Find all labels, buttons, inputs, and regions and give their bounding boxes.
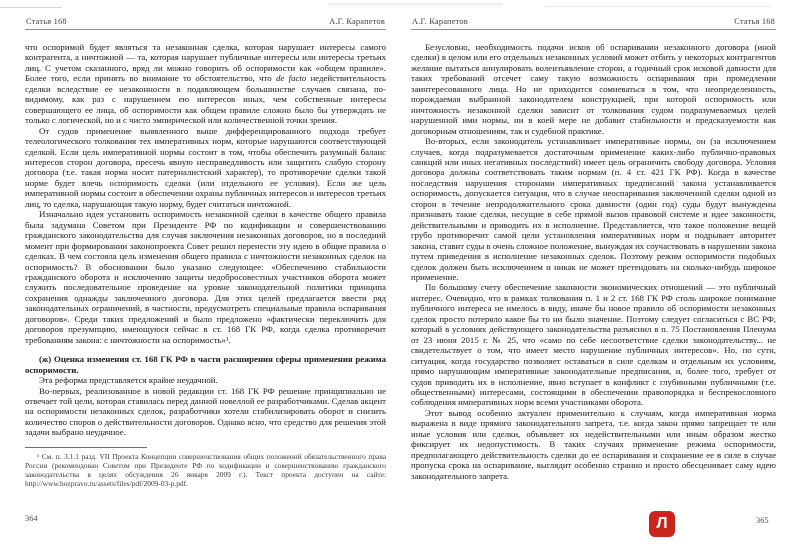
labirint-logo-letter: Л xyxy=(656,515,668,532)
paragraph: От судов применение выявленного выше дифференцированного подхода требует телеологического толкования тех императивных норм, которые нарушаются соответствующей сделкой. Если цель императивной нормы состоит в том, чтобы обеспечить разумный баланс интересов сторон договора, пресечь явную несправедливость или защитить слабую сторону договора (т.е. такая норма носит патерналистский характер), то противоречие сделки такой норме будет влечь оспоримость сделки (или отдельного ее условия). Если же цель императивной нормы состоит в обеспечении охраны публичных интересов и интересов третьих лиц, то сделка, нарушающая такую норму, будет считаться ничтожной. xyxy=(25,125,386,209)
paragraph: что оспоримой будет являться та незаконная сделка, которая нарушает интересы самого контрагента, а ничтожной — та, которая нарушает публичные интересы или интересы третьих лиц. С учетом сказанного, вряд ли можно говорить об оспоримости как «общем правиле». Более того, если принять во внимание то обстоятельство, что de facto недействительность сделки вследствие ее незаконности в подавляющем большинстве случаев связана, по-видимому, как раз с нарушением ею интересов иных, чем собственные интересы совершающего ее лица, об оспоримости как общем правиле сложно было бы утверждать не только с логической, но и с чисто эмпирической или количественной точки зрения. xyxy=(25,42,386,126)
paragraph: Эта реформа представляется крайне неудачной. xyxy=(39,375,218,386)
left-page-header xyxy=(25,17,386,30)
paragraph: Безусловно, необходимость подачи исков об оспаривании незаконного договора (иной сделки) в целом или его отдельных незаконных условий может отбить у некоторых контрагентов желание пытаться аннулировать волеизъявление сторон, а годичный срок исковой давности для таких требований отсечет саму такую возможность оспаривания при промедлении заинтересованного лица. Но не приходится сомневаться в том, что неопределенность, порождаемая выбранной законодателем конструкцией, при которой оспоримость или ничтожность незаконной сделки зависит от толкования судом подразумеваемых целей нарушенной ими нормы, ни в коей мере не добавит стабильности и предсказуемости как договорным отношениям, так и судебной практике. xyxy=(411,42,776,136)
left-page xyxy=(25,17,386,489)
right-page xyxy=(411,17,776,481)
page-number-right: 365 xyxy=(756,516,769,525)
running-title-author: А.Г. Карапетов xyxy=(412,17,468,26)
footnote-rule xyxy=(25,447,147,448)
right-page-header xyxy=(411,17,776,30)
right-page-body xyxy=(411,42,776,481)
running-title-author: А.Г. Карапетов xyxy=(329,17,385,26)
paragraph: Этот вывод особенно актуален применительно к случаям, когда императивная норма выражена в виде прямого законодательного запрета, т.е. когда закон прямо запрещает те или иные условия или сделки, объявляет их недействительными или иным образом жестко фиксирует их недопустимость. В таких случаях применение режима оспоримости, предполагающего действительность сделки до ее оспаривания и сохранение ее в силе в случае пропуска срока на оспаривание, выглядит особенно странно и просто обесценивает саму идею законодательного запрета. xyxy=(411,407,776,481)
labirint-logo xyxy=(649,511,675,537)
paragraph: (ж) Оценка изменения ст. 168 ГК РФ в части расширения сферы применения режима оспоримости. xyxy=(25,354,386,375)
paragraph: Изначально идея установить оспоримость незаконной сделки в качестве общего правила была задумана Советом при Президенте РФ по кодификации и совершенствованию гражданского законодательства для случая заключения незаконных договоров, но в последний момент при формировании законопроекта Совет решил перенести эту идею в общие правила о сделках. В чем состояла цель изменения общего правила с ничтожности незаконных сделок на оспоримость? В обосновании было указано следующее: «Обеспечению стабильности гражданского оборота и исключению защиты недобросовестных участников оборота может служить последовательное проведение на уровне законодательной политики принципа сохранения однажды заключенного договора. Для этих целей предлагается ввести ряд законодательных ограничений, в частности, предусмотреть специальные правила оспаривания договоров». Среди таких предложений и было предложено «фактически переключить для договоров презумпцию, имеющуюся сейчас в ст. 168 ГК РФ, когда сделка противоречит требованиям закона: с ничтожности на оспоримость»¹. xyxy=(25,209,386,345)
left-page-body xyxy=(25,42,386,438)
paragraph: По большому счету обеспечение законности экономических отношений — это публичный интерес. Очевидно, что в рамках толкования п. 1 и 2 ст. 168 ГК РФ столь широкое понимание публичного интереса не имелось в виду, иначе бы новое правило об оспоримости незаконных сделок просто потеряло какое бы то ни было значение. Поэтому следует согласиться с ВС РФ, который в условиях действующего законодательства разъяснил в п. 75 Постановления Пленума от 23 июня 2015 г. № 25, что «само по себе несоответствие сделки законодательству... не свидетельствует о том, что имеет место нарушение публичных интересов». Но, по сути, ситуация, когда государство позволяет оставаться в силе сделкам и отдельным их условиям, прямо нарушающим императивные законодательные предписания, и, более того, требует от судов приводить их в исполнение, явно вступает в конфликт с глубинными публичными (т.е. общественными) интересами, состоящими в обеспечении правопорядка и беспрекословного соблюдения императивных норм всеми участниками оборота. xyxy=(411,282,776,408)
running-title-article: Статья 168 xyxy=(26,17,67,26)
scan-edge-line-left xyxy=(0,7,62,8)
footnote-text: ¹ См. п. 3.1.1 разд. VII Проекта Концепции совершенствования общих положений обязательственного права России (рекомендован Советом при Президенте РФ по кодификации и совершенствованию гражданского законодательства в целях обсуждения 26 января 2009 г.). Текст проекта доступен на сайте: http://www.hozpravo.ru/assets/files/pdf/2009-03-p.pdf. xyxy=(25,451,386,489)
paragraph: Во-вторых, если законодатель устанавливает императивные нормы, он (за исключением случаев, когда подразумевается достаточным применение каких-либо публично-правовых санкций или иных негативных последствий) имеет цель ограничить свободу договора. Условия договора должны соответствовать таким нормам (п. 4 ст. 421 ГК РФ). Когда в качестве последствия нарушения сторонами императивных предписаний закона устанавливается оспоримость, допускается ситуация, что в случае неоспаривания заключенной сделки одной из сторон в течение непродолжительного срока давности (один год) суды будут вынуждены признавать такие сделки, несущие в себе прямой вызов правовой системе и идее законности, действительными и приводить их в исполнение. Представляется, что такое положение вещей грубо противоречит самой цели установления императивных норм и подрывает авторитет закона, ставит суды в очень сложное положение, вынуждая их соучаствовать в нарушении закона путем приведения в исполнение незаконных сделок. Поэтому режим оспоримости подобных сделок должен быть исключением и никак не может претендовать на сколько-нибудь широкое применение. xyxy=(411,136,776,282)
running-title-article: Статья 168 xyxy=(734,17,775,26)
page-number-left: 364 xyxy=(25,514,38,523)
footnote-block xyxy=(25,447,386,489)
paragraph: Во-первых, реализованное в новой редакции ст. 168 ГК РФ решение принципиально не отвечает той цели, которая ставилась перед данной новеллой ее разработчиками. Сделав акцент на оспоримости незаконных сделок, разработчики хотели стабилизировать оборот и снизить количество споров о действительности договоров. Однако ясно, что средство для решения этой задачи выбрано неудачное. xyxy=(25,385,386,438)
scan-edge-line-right xyxy=(545,6,770,7)
scan-smudge-center xyxy=(328,3,503,8)
